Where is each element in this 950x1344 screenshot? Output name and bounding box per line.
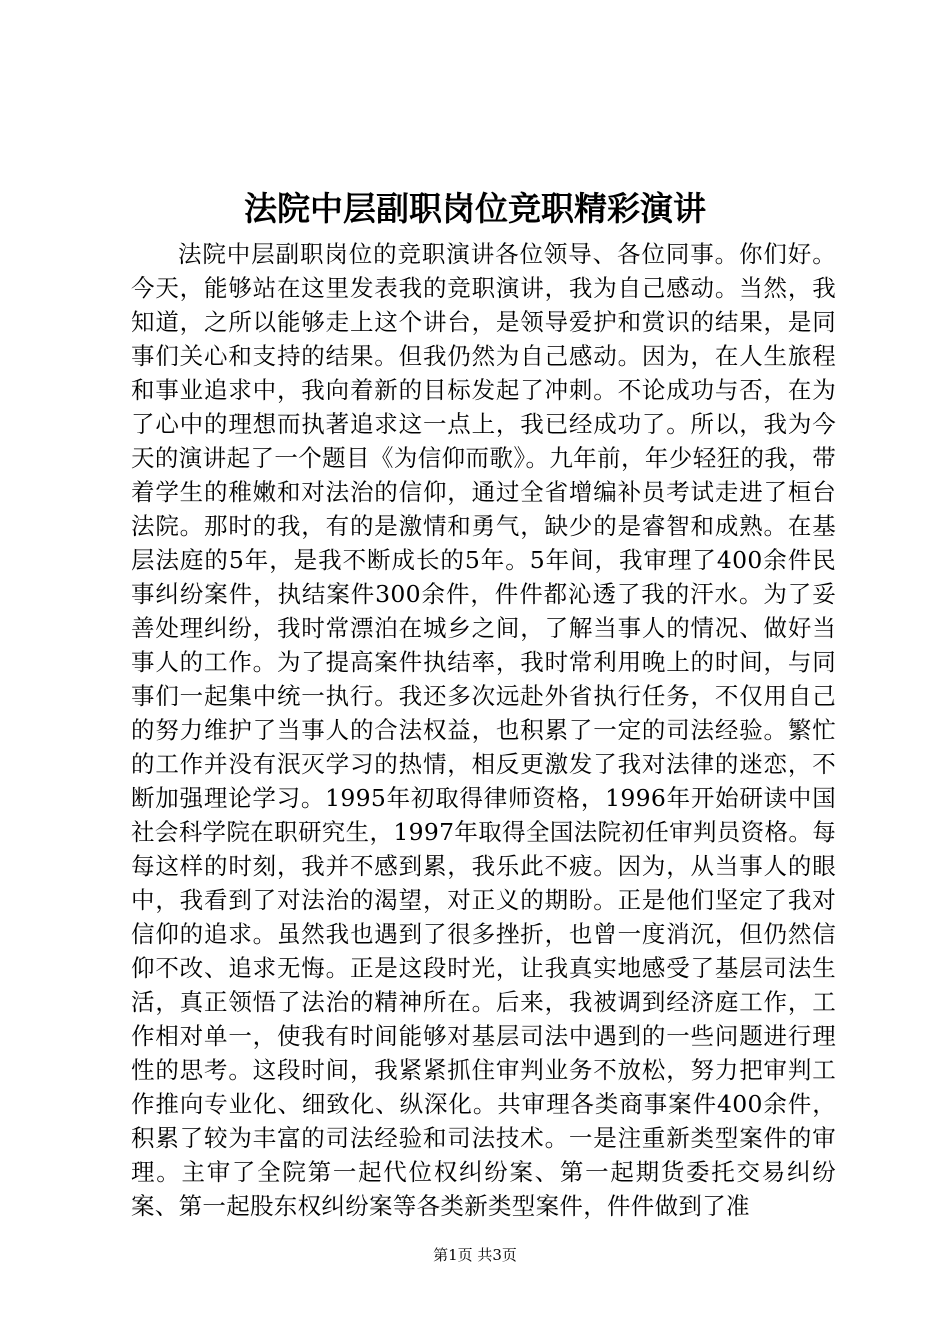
document-body-paragraph: 法院中层副职岗位的竞职演讲各位领导、各位同事。你们好。今天，能够站在这里发表我的竞职演讲，我为自己感动。当然，我知道，之所以能够走上这个讲台，是领导爱护和赏识的结果，是同事们关心和支持的结果。但我仍然为自己感动。因为，在人生旅程和事业追求中，我向着新的目标发起了冲刺。不论成功与否，在为了心中的理想而执著追求这一点上，我已经成功了。所以，我为今天的演讲起了一个题目《为信仰而歌》。九年前，年少轻狂的我，带着学生的稚嫩和对法治的信仰，通过全省增编补员考试走进了桓台法院。那时的我，有的是激情和勇气，缺少的是睿智和成熟。在基层法庭的5年，是我不断成长的5年。5年间，我审理了400余件民事纠纷案件，执结案件300余件，件件都沁透了我的汗水。为了妥善处理纠纷，我时常漂泊在城乡之间，了解当事人的情况、做好当事人的工作。为了提高案件执结率，我时常利用晚上的时间，与同事们一起集中统一执行。我还多次远赴外省执行任务，不仅用自己的努力维护了当事人的合法权益，也积累了一定的司法经验。繁忙的工作并没有泯灭学习的热情，相反更激发了我对法律的迷恋，不断加强理论学习。1995年初取得律师资格，1996年开始研读中国社会科学院在职研究生，1997年取得全国法院初任审判员资格。每每这样的时刻，我并不感到累，我乐此不疲。因为，从当事人的眼中，我看到了对法治的渴望，对正义的期盼。正是他们坚定了我对信仰的追求。虽然我也遇到了很多挫折，也曾一度消沉，但仍然信仰不改、追求无悔。正是这段时光，让我真实地感受了基层司法生活，真正领悟了法治的精神所在。后来，我被调到经济庭工作，工作相对单一，使我有时间能够对基层司法中遇到的一些问题进行理性的思考。这段时间，我紧紧抓住审判业务不放松，努力把审判工作推向专业化、细致化、纵深化。共审理各类商事案件400余件，积累了较为丰富的司法经验和司法技术。一是注重新类型案件的审理。主审了全院第一起代位权纠纷案、第一起期货委托交易纠纷案、第一起股东权纠纷案等各类新类型案件，件件做到了准 bbox=[131, 240, 836, 1220]
document-title: 法院中层副职岗位竞职精彩演讲 bbox=[244, 189, 706, 228]
page-footer: 第1页 共3页 bbox=[433, 1246, 517, 1264]
